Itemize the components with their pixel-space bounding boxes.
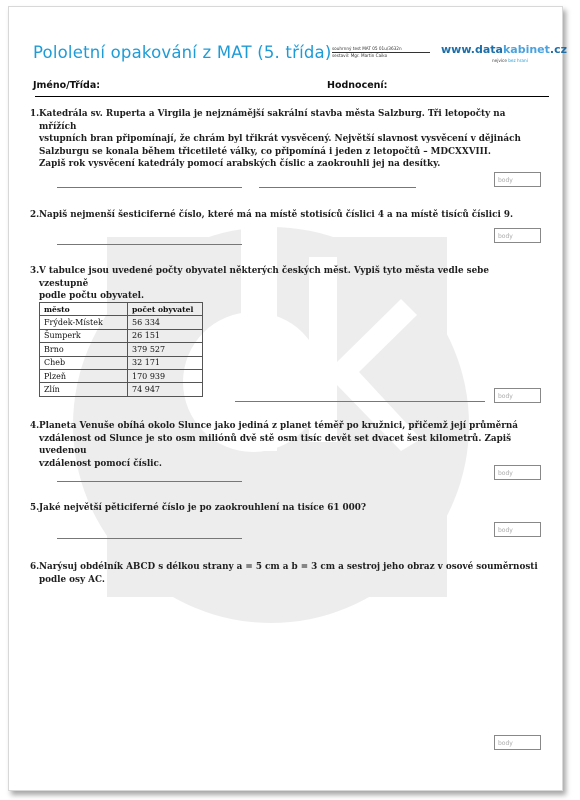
table-row <box>40 356 203 369</box>
brand-prefix: www.data <box>441 43 503 56</box>
question-number: 6. <box>30 562 40 572</box>
worksheet-page <box>8 6 567 791</box>
question-text-line: Katedrála sv. Ruperta a Virgila je nejznámější sakrální stavba města Salzburg. Tři letopočty na mřížích <box>39 109 506 132</box>
table-cell-city: Šumperk <box>40 329 128 342</box>
question-text-line: podle osy AC. <box>39 574 105 585</box>
table-cell-population: 379 527 <box>128 343 203 356</box>
table-header-cell: počet obyvatel <box>128 303 203 316</box>
score-box[interactable]: body <box>494 172 541 187</box>
score-box[interactable]: body <box>494 735 541 750</box>
test-metadata <box>332 46 430 59</box>
test-code: souhrnný test MAT 05 01u/3632n <box>332 46 430 53</box>
city-population-table <box>39 302 203 397</box>
answer-line[interactable] <box>235 401 485 402</box>
table-row <box>40 383 203 396</box>
table-cell-city: Frýdek-Místek <box>40 316 128 329</box>
table-row <box>40 343 203 356</box>
answer-line[interactable] <box>57 481 242 482</box>
table-header-cell: město <box>40 303 128 316</box>
answer-line[interactable] <box>57 538 242 539</box>
question-3 <box>30 265 539 303</box>
question-text-line: vstupních bran připomínají, že chrám byl třikrát vysvěcený. Největší slavnost vysvěcení v dějinách <box>39 134 521 145</box>
slogan-prefix: nejvíce <box>492 58 509 63</box>
question-5 <box>30 502 539 515</box>
table-cell-city: Brno <box>40 343 128 356</box>
table-cell-population: 32 171 <box>128 356 203 369</box>
question-6 <box>30 561 539 586</box>
test-author: sestavil: Mgr. Martin Caiko <box>332 53 388 58</box>
question-number: 4. <box>30 421 40 431</box>
question-text-line: Narýsuj obdélník ABCD s délkou strany a = 5 cm a b = 3 cm a sestroj jeho obraz v osové souměrnosti <box>39 562 538 572</box>
table-header-row <box>40 303 203 316</box>
question-text-line: Napiš nejmenší šesticiferné číslo, které má na místě stotisíců číslici 4 a na místě tisíců číslici 9. <box>39 210 514 220</box>
question-text-line: vzdálenost od Slunce je sto osm miliónů dvě stě osm tisíc devět set dvacet šest kilometrů. Zapiš uvedenou <box>39 433 512 457</box>
question-text-line: Planeta Venuše obíhá okolo Slunce jako jediná z planet téměř po kružnici, přičemž její průměrná <box>39 421 518 431</box>
table-cell-city: Cheb <box>40 356 128 369</box>
table-cell-city: Zlín <box>40 383 128 396</box>
question-1 <box>30 108 539 171</box>
question-text-line: vzdálenost pomocí číslic. <box>39 458 162 469</box>
answer-line[interactable] <box>259 187 416 188</box>
question-number: 2. <box>30 210 40 220</box>
score-box[interactable]: body <box>494 388 541 403</box>
header-divider <box>35 96 549 97</box>
table-cell-population: 170 939 <box>128 369 203 382</box>
answer-line[interactable] <box>57 187 242 188</box>
brand-slogan <box>492 58 528 63</box>
question-text-line: podle počtu obyvatel. <box>39 291 145 302</box>
answer-line[interactable] <box>57 244 242 245</box>
question-text-line: Salzburgu se konala během třicetileté války, co připomíná i jeden z letopočtů – MDCXXVIII. <box>39 146 491 157</box>
score-box[interactable]: body <box>494 228 541 243</box>
grade-label: Hodnocení: <box>327 80 388 91</box>
question-number: 1. <box>30 109 40 119</box>
table-row <box>40 329 203 342</box>
brand-suffix: .cz <box>549 43 567 56</box>
table-cell-population: 74 947 <box>128 383 203 396</box>
brand-highlight: kabinet <box>502 43 550 56</box>
table-row <box>40 369 203 382</box>
table-row <box>40 316 203 329</box>
page-title: Pololetní opakování z MAT (5. třída) <box>33 43 332 62</box>
question-text-line: V tabulce jsou uvedené počty obyvatel některých českých měst. Vypiš tyto města vedle sebe vzestupně <box>39 266 489 289</box>
table-cell-population: 56 334 <box>128 316 203 329</box>
slogan-highlight: bez hraní <box>508 58 528 63</box>
question-text-line: Jaké největší pěticiferné číslo je po zaokrouhlení na tisíce 61 000? <box>39 503 367 513</box>
score-box[interactable]: body <box>494 465 541 480</box>
name-class-label: Jméno/Třída: <box>33 80 101 91</box>
table-cell-city: Plzeň <box>40 369 128 382</box>
question-number: 3. <box>30 266 40 276</box>
question-2 <box>30 209 539 222</box>
brand-url <box>441 43 567 56</box>
score-box[interactable]: body <box>494 522 541 537</box>
question-number: 5. <box>30 503 40 513</box>
table-cell-population: 26 151 <box>128 329 203 342</box>
question-4 <box>30 420 539 470</box>
question-text-line: Zapiš rok vysvěcení katedrály pomocí arabských číslic a zaokrouhli jej na desítky. <box>39 159 441 170</box>
